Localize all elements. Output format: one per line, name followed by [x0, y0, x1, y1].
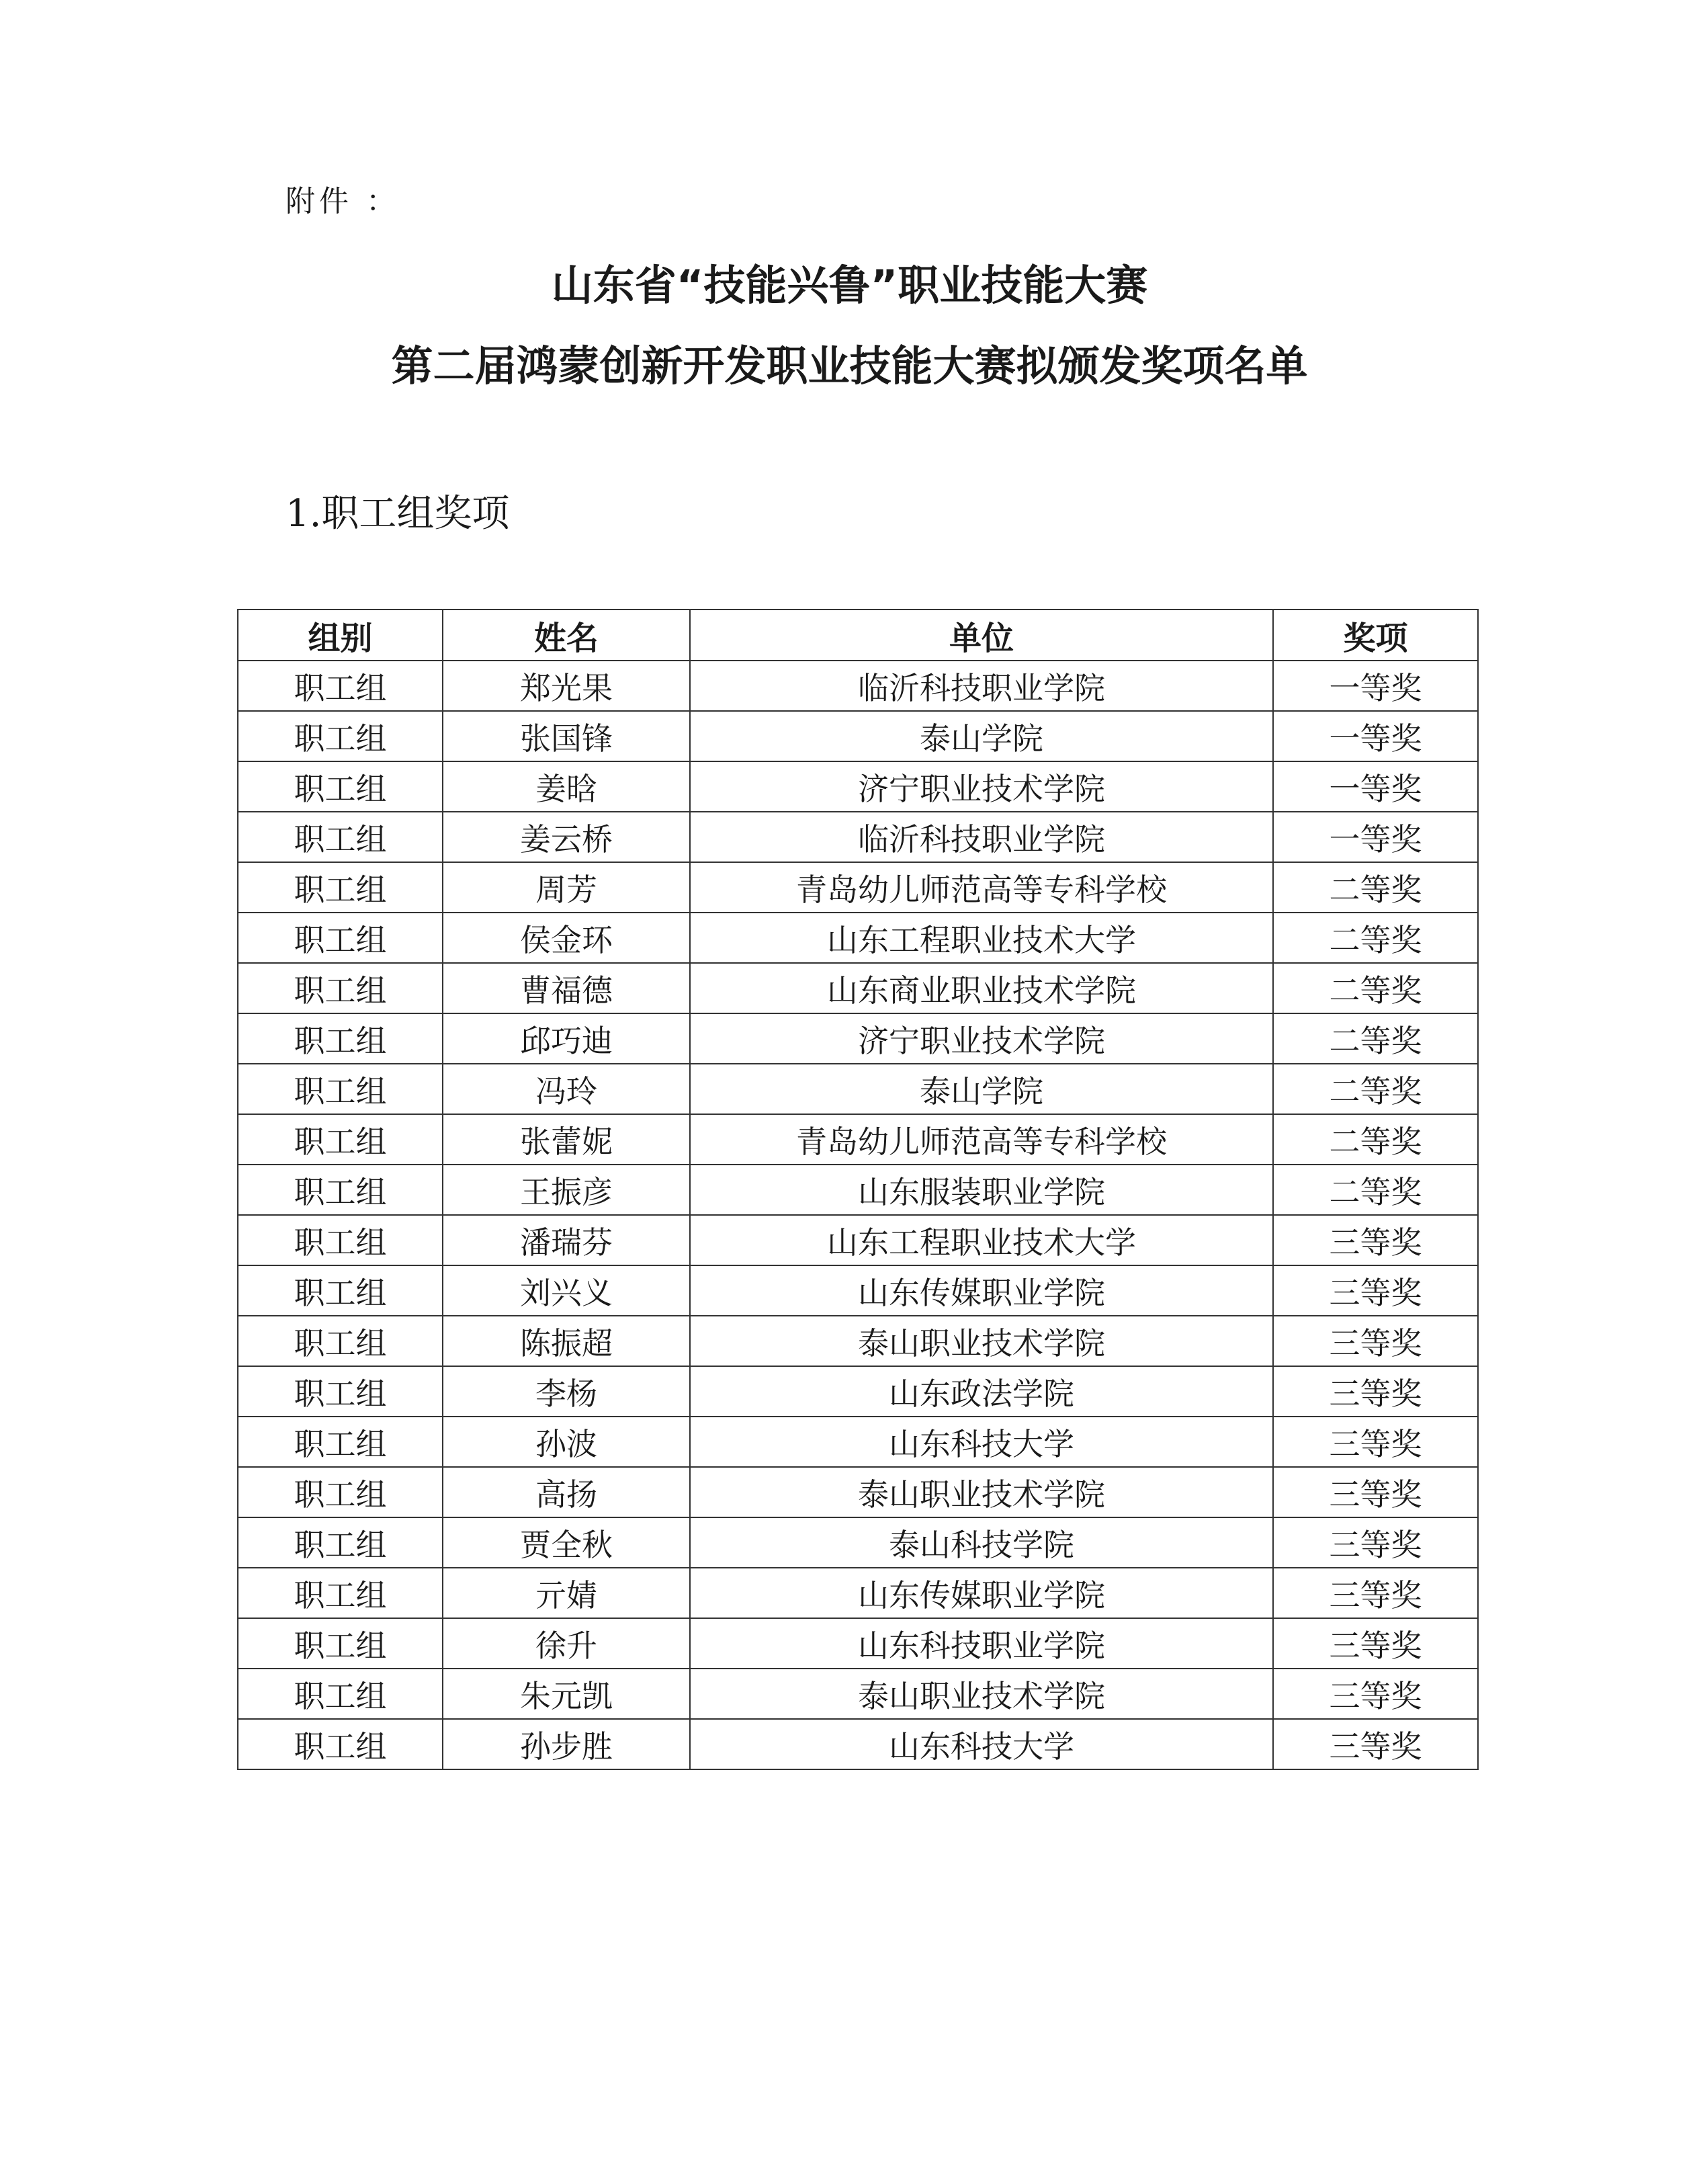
cell-organization: 青岛幼儿师范高等专科学校 — [690, 862, 1273, 913]
cell-group: 职工组 — [238, 913, 443, 963]
cell-name: 潘瑞芬 — [443, 1215, 690, 1265]
table-row — [238, 1417, 1478, 1467]
cell-group: 职工组 — [238, 761, 443, 812]
cell-name: 王振彦 — [443, 1165, 690, 1215]
cell-group: 职工组 — [238, 963, 443, 1013]
cell-name: 郑光果 — [443, 661, 690, 711]
cell-name: 孙波 — [443, 1417, 690, 1467]
table-row — [238, 1114, 1478, 1165]
cell-group: 职工组 — [238, 1568, 443, 1618]
cell-group: 职工组 — [238, 1265, 443, 1316]
cell-name: 侯金环 — [443, 913, 690, 963]
cell-name: 陈振超 — [443, 1316, 690, 1366]
cell-award: 三等奖 — [1273, 1316, 1478, 1366]
cell-name: 张国锋 — [443, 711, 690, 761]
cell-name: 朱元凯 — [443, 1669, 690, 1719]
cell-organization: 泰山职业技术学院 — [690, 1316, 1273, 1366]
cell-name: 徐升 — [443, 1618, 690, 1669]
cell-award: 二等奖 — [1273, 1165, 1478, 1215]
table-row — [238, 1013, 1478, 1064]
cell-organization: 山东传媒职业学院 — [690, 1568, 1273, 1618]
cell-group: 职工组 — [238, 711, 443, 761]
cell-award: 二等奖 — [1273, 1064, 1478, 1114]
cell-name: 周芳 — [443, 862, 690, 913]
table-row — [238, 1618, 1478, 1669]
cell-name: 曹福德 — [443, 963, 690, 1013]
section-heading: 1.职工组奖项 — [286, 492, 510, 536]
cell-group: 职工组 — [238, 1517, 443, 1568]
cell-organization: 山东商业职业技术学院 — [690, 963, 1273, 1013]
cell-organization: 山东工程职业技术大学 — [690, 1215, 1273, 1265]
table-row — [238, 913, 1478, 963]
cell-organization: 山东政法学院 — [690, 1366, 1273, 1417]
cell-award: 三等奖 — [1273, 1417, 1478, 1467]
cell-organization: 山东传媒职业学院 — [690, 1265, 1273, 1316]
cell-group: 职工组 — [238, 862, 443, 913]
cell-group: 职工组 — [238, 661, 443, 711]
cell-name: 冯玲 — [443, 1064, 690, 1114]
cell-group: 职工组 — [238, 1417, 443, 1467]
cell-award: 三等奖 — [1273, 1215, 1478, 1265]
cell-award: 三等奖 — [1273, 1517, 1478, 1568]
table-row — [238, 1215, 1478, 1265]
cell-award: 一等奖 — [1273, 761, 1478, 812]
table-row — [238, 1366, 1478, 1417]
table-row — [238, 963, 1478, 1013]
table-row — [238, 862, 1478, 913]
table-row — [238, 1669, 1478, 1719]
cell-award: 三等奖 — [1273, 1467, 1478, 1517]
table-row — [238, 1719, 1478, 1769]
cell-name: 邱巧迪 — [443, 1013, 690, 1064]
cell-award: 三等奖 — [1273, 1669, 1478, 1719]
cell-group: 职工组 — [238, 1467, 443, 1517]
table-row — [238, 1064, 1478, 1114]
awards-table — [237, 609, 1479, 1770]
table-row — [238, 1568, 1478, 1618]
cell-name: 亓婧 — [443, 1568, 690, 1618]
table-row — [238, 761, 1478, 812]
cell-name: 孙步胜 — [443, 1719, 690, 1769]
table-row — [238, 1517, 1478, 1568]
header-award: 奖项 — [1273, 610, 1478, 661]
cell-group: 职工组 — [238, 1719, 443, 1769]
document-title-line-2: 第二届鸿蒙创新开发职业技能大赛拟颁发奖项名单 — [391, 341, 1308, 390]
cell-award: 二等奖 — [1273, 963, 1478, 1013]
cell-award: 三等奖 — [1273, 1719, 1478, 1769]
table-row — [238, 661, 1478, 711]
cell-group: 职工组 — [238, 1669, 443, 1719]
table-row — [238, 1165, 1478, 1215]
cell-organization: 山东工程职业技术大学 — [690, 913, 1273, 963]
cell-group: 职工组 — [238, 1316, 443, 1366]
header-organization: 单位 — [690, 610, 1273, 661]
table-row — [238, 812, 1478, 862]
cell-name: 李杨 — [443, 1366, 690, 1417]
table-header-row — [238, 610, 1478, 661]
cell-award: 三等奖 — [1273, 1366, 1478, 1417]
header-group: 组别 — [238, 610, 443, 661]
cell-group: 职工组 — [238, 1064, 443, 1114]
cell-name: 刘兴义 — [443, 1265, 690, 1316]
cell-award: 二等奖 — [1273, 913, 1478, 963]
cell-organization: 济宁职业技术学院 — [690, 761, 1273, 812]
cell-organization: 临沂科技职业学院 — [690, 661, 1273, 711]
table-row — [238, 711, 1478, 761]
attachment-label: 附件 ： — [286, 184, 400, 218]
cell-award: 三等奖 — [1273, 1568, 1478, 1618]
document-title-line-1: 山东省“技能兴鲁”职业技能大赛 — [551, 261, 1148, 310]
cell-organization: 泰山学院 — [690, 1064, 1273, 1114]
cell-group: 职工组 — [238, 1013, 443, 1064]
table-row — [238, 1265, 1478, 1316]
cell-award: 三等奖 — [1273, 1265, 1478, 1316]
cell-organization: 济宁职业技术学院 — [690, 1013, 1273, 1064]
cell-organization: 山东科技职业学院 — [690, 1618, 1273, 1669]
cell-name: 姜云桥 — [443, 812, 690, 862]
cell-group: 职工组 — [238, 1165, 443, 1215]
cell-award: 二等奖 — [1273, 1114, 1478, 1165]
header-name: 姓名 — [443, 610, 690, 661]
cell-award: 二等奖 — [1273, 1013, 1478, 1064]
table-body — [238, 661, 1478, 1769]
cell-organization: 临沂科技职业学院 — [690, 812, 1273, 862]
cell-organization: 泰山职业技术学院 — [690, 1669, 1273, 1719]
cell-award: 二等奖 — [1273, 862, 1478, 913]
table-row — [238, 1467, 1478, 1517]
cell-award: 一等奖 — [1273, 812, 1478, 862]
cell-group: 职工组 — [238, 1114, 443, 1165]
cell-organization: 山东服装职业学院 — [690, 1165, 1273, 1215]
cell-group: 职工组 — [238, 1618, 443, 1669]
cell-organization: 青岛幼儿师范高等专科学校 — [690, 1114, 1273, 1165]
cell-group: 职工组 — [238, 1366, 443, 1417]
cell-organization: 山东科技大学 — [690, 1417, 1273, 1467]
cell-group: 职工组 — [238, 1215, 443, 1265]
cell-organization: 泰山职业技术学院 — [690, 1467, 1273, 1517]
cell-name: 高扬 — [443, 1467, 690, 1517]
cell-name: 贾全秋 — [443, 1517, 690, 1568]
cell-name: 张蕾妮 — [443, 1114, 690, 1165]
cell-award: 三等奖 — [1273, 1618, 1478, 1669]
cell-group: 职工组 — [238, 812, 443, 862]
cell-award: 一等奖 — [1273, 711, 1478, 761]
table-row — [238, 1316, 1478, 1366]
cell-organization: 山东科技大学 — [690, 1719, 1273, 1769]
cell-award: 一等奖 — [1273, 661, 1478, 711]
cell-name: 姜晗 — [443, 761, 690, 812]
cell-organization: 泰山科技学院 — [690, 1517, 1273, 1568]
cell-organization: 泰山学院 — [690, 711, 1273, 761]
